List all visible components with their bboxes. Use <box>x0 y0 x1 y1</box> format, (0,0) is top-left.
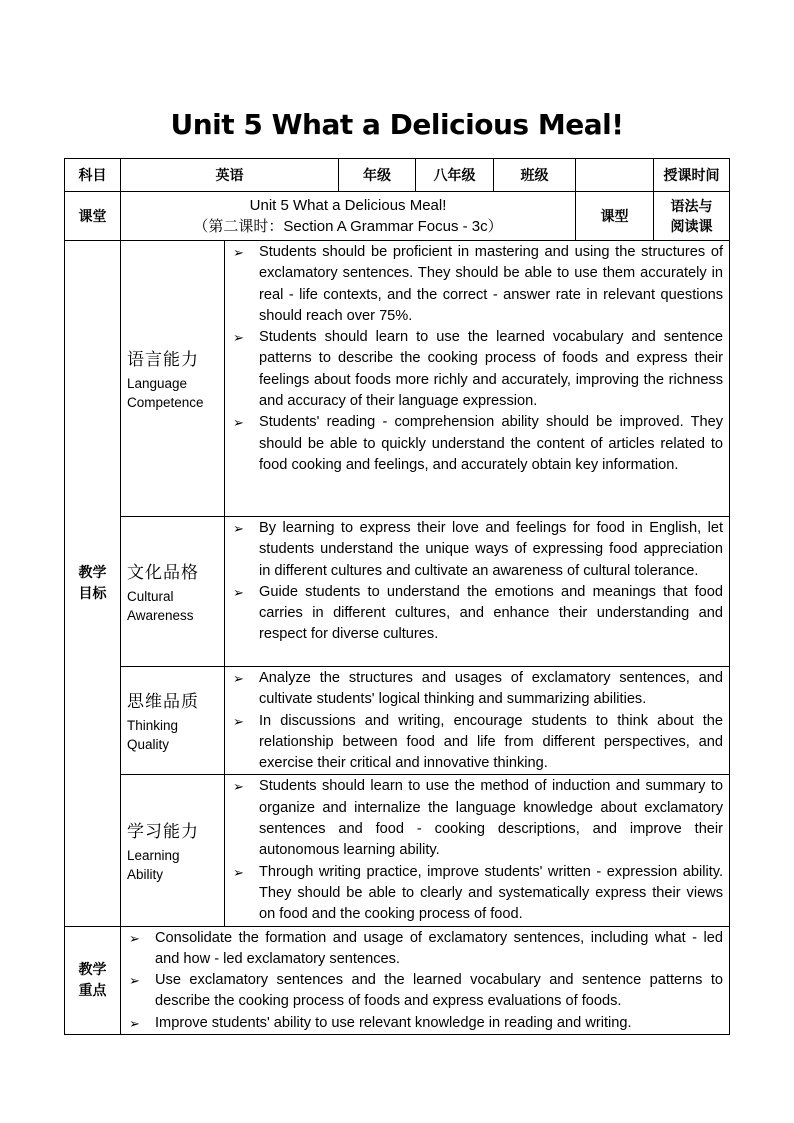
points-language-competence <box>225 241 730 517</box>
category-zh: 文化品格 <box>127 563 199 582</box>
arrow-bullet-icon: ➢ <box>233 671 244 686</box>
lesson-type-value-line-2: 阅读课 <box>670 218 713 234</box>
objectives-label <box>65 241 121 927</box>
lesson-type-value-line-1: 语法与 <box>670 198 713 214</box>
category-en-line-2: Quality <box>127 737 170 753</box>
subject-value: 英语 <box>121 159 339 192</box>
objective-point: ➢ Through writing practice, improve students' written - expression ability. They should be able to clearly and systematically express their views on food and the cooking process of food. <box>233 863 724 923</box>
lesson-label: 课堂 <box>65 192 121 241</box>
category-en-line-2: Awareness <box>127 608 194 623</box>
objective-point: ➢ By learning to express their love and feelings for food in English, let students understand the unique ways of expressing food appreciation in different cultures and cultivate an awareness of cultural tolerance. <box>233 520 724 579</box>
subject-label: 科目 <box>65 159 121 192</box>
class-label: 班级 <box>494 159 576 192</box>
objective-point: ➢ Students should be proficient in mastering and using the structures of exclamatory sentences. They should be able to use them accurately in real - life contexts, and the correct - answer rate in relevant questions should reach over 75%. <box>233 244 724 324</box>
key-points-label-line-1: 教学 <box>78 961 107 978</box>
category-learning-ability <box>121 775 225 926</box>
category-en-line-1: Cultural <box>127 589 174 604</box>
arrow-bullet-icon: ➢ <box>233 864 244 880</box>
arrow-bullet-icon: ➢ <box>233 330 244 346</box>
objective-point: ➢ Guide students to understand the emotions and meanings that food carries in different cultures, and enhance their understanding and respect for diverse cultures. <box>233 583 724 643</box>
lesson-type-label: 课型 <box>576 192 654 241</box>
category-zh: 思维品质 <box>127 692 199 712</box>
objective-point: ➢ Students should learn to use the learned vocabulary and sentence patterns to describe the cooking process of foods and express their feelings about foods more richly and accurately, improving the richness and accuracy of their language expression. <box>233 329 724 410</box>
grade-value: 八年级 <box>416 159 494 192</box>
category-language-competence <box>121 241 225 517</box>
category-zh: 语言能力 <box>127 350 199 369</box>
arrow-bullet-icon: ➢ <box>129 1015 140 1031</box>
arrow-bullet-icon: ➢ <box>233 521 244 536</box>
key-point: ➢ Improve students' ability to use relevant knowledge in reading and writing. <box>129 1013 723 1034</box>
objectives-label-line-2: 目标 <box>78 585 107 602</box>
category-en-line-1: Learning <box>127 848 180 864</box>
category-en-line-2: Competence <box>127 395 204 410</box>
points-learning-ability <box>225 775 730 926</box>
key-points-label <box>65 926 121 1034</box>
lesson-title-line-2: （第二课时：Section A Grammar Focus - 3c） <box>193 218 503 235</box>
category-zh: 学习能力 <box>127 822 199 842</box>
arrow-bullet-icon: ➢ <box>233 779 244 795</box>
objectives-label-line-1: 教学 <box>78 564 107 581</box>
category-thinking-quality <box>121 667 225 775</box>
arrow-bullet-icon: ➢ <box>233 415 244 431</box>
objective-point: ➢ Students should learn to use the method of induction and summary to organize and internalize the language knowledge about exclamatory sentences and food - cooking descriptions, and improve their autonomous learning ability. <box>233 778 724 859</box>
lesson-plan-table <box>64 158 730 1035</box>
lesson-title-line-1: Unit 5 What a Delicious Meal! <box>249 197 447 214</box>
key-points-label-line-2: 重点 <box>78 982 107 999</box>
key-points-content <box>121 926 730 1034</box>
objective-point: ➢ Students' reading - comprehension ability should be improved. They should be able to quickly understand the content of articles related to food cooking and feelings, and accurately obtain key information. <box>233 414 724 473</box>
arrow-bullet-icon: ➢ <box>233 713 244 729</box>
arrow-bullet-icon: ➢ <box>129 930 140 946</box>
class-value <box>576 159 654 192</box>
key-point: ➢ Use exclamatory sentences and the learned vocabulary and sentence patterns to describe the cooking process of foods and express evaluations of foods. <box>129 972 724 1010</box>
key-point: ➢ Consolidate the formation and usage of exclamatory sentences, including what - led and how - led exclamatory sentences. <box>129 929 724 967</box>
category-cultural-awareness <box>121 517 225 667</box>
objective-point: ➢ In discussions and writing, encourage students to think about the relationship between food and life from different perspectives, and exercise their critical and innovative thinking. <box>233 712 724 772</box>
category-en-line-1: Language <box>127 376 188 391</box>
arrow-bullet-icon: ➢ <box>233 245 244 260</box>
page-title: Unit 5 What a Delicious Meal! <box>170 108 624 141</box>
time-label: 授课时间 <box>654 159 730 192</box>
category-en-line-1: Thinking <box>127 718 179 734</box>
lesson-type-value <box>654 192 730 241</box>
grade-label: 年级 <box>339 159 416 192</box>
lesson-title <box>121 192 576 241</box>
points-thinking-quality <box>225 667 730 775</box>
objective-point: ➢ Analyze the structures and usages of exclamatory sentences, and cultivate students' logical thinking and summarizing abilities. <box>233 670 724 708</box>
category-en-line-2: Ability <box>127 867 164 883</box>
arrow-bullet-icon: ➢ <box>129 973 140 989</box>
points-cultural-awareness <box>225 517 730 667</box>
arrow-bullet-icon: ➢ <box>233 584 244 600</box>
